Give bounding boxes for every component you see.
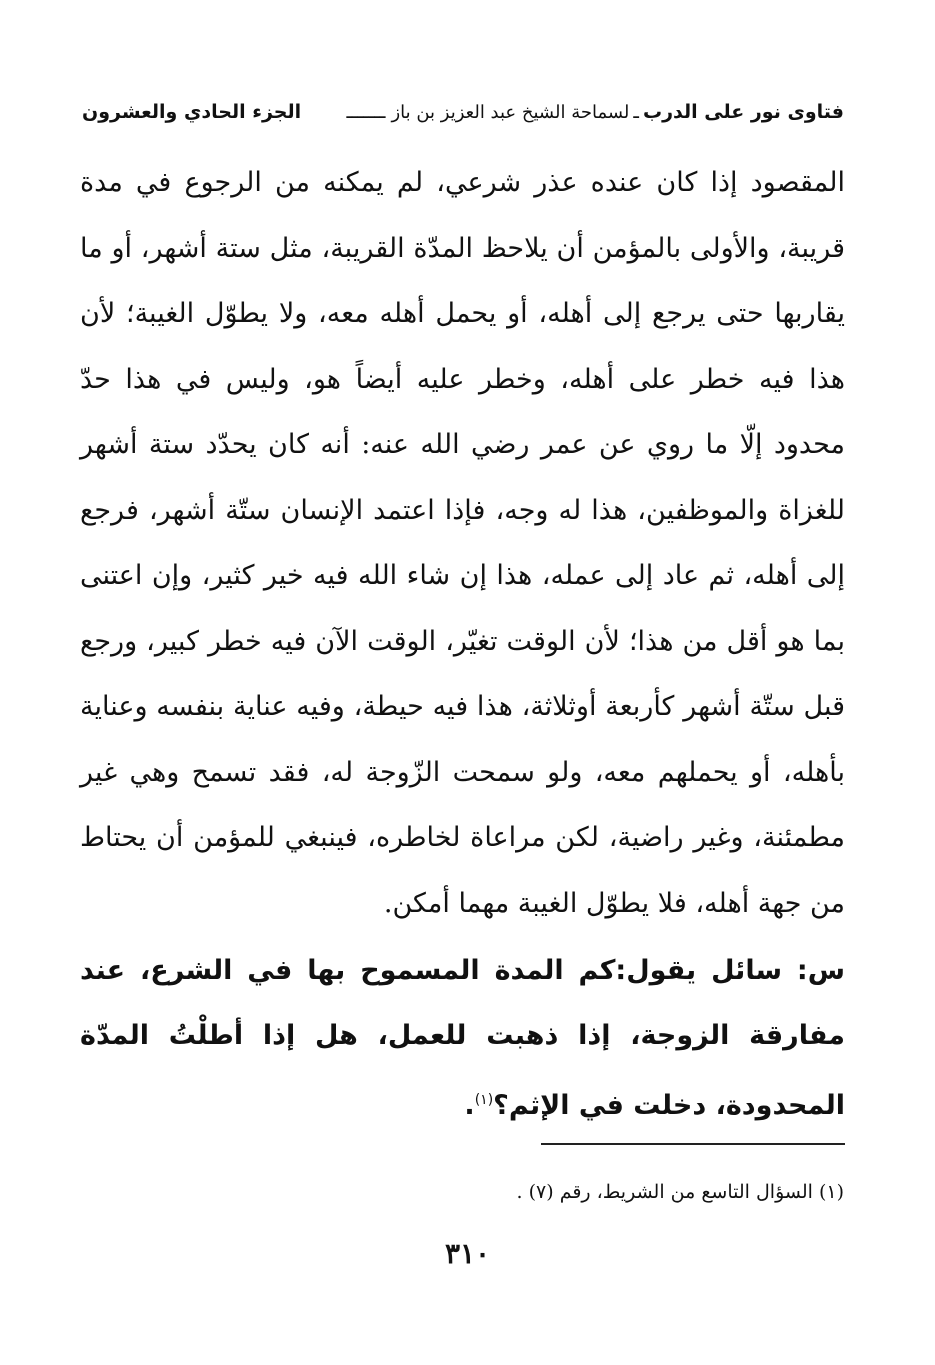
running-header [82,94,844,130]
page-body [80,150,845,1138]
volume-title: الجزء الحادي والعشرون [82,101,302,123]
header-dash: ـ [633,101,639,123]
footnote-marker: (١) [474,1092,494,1108]
page-number: ٣١٠ [444,1237,491,1270]
footnote: (١) السؤال التاسع من الشريط، رقم (٧) . [516,1181,844,1203]
book-title: فتاوى نور على الدرب [643,101,844,123]
footnote-separator [541,1143,845,1145]
header-author: لسماحة الشيخ عبد العزيز بن باز [391,101,630,123]
question-text: س: سائل يقول:كم المدة المسموح بها في الشرع، عند مفارقة الزوجة، إذا ذهبت للعمل، هل إذا أطلْتُ المدّة المحدودة، دخلت في الإثم؟ [80,955,845,1121]
question-paragraph [80,938,845,1138]
header-long-dash: ـــــــ [346,101,386,123]
question-end: . [464,1090,475,1121]
answer-paragraph: المقصود إذا كان عنده عذر شرعي، لم يمكنه من الرجوع في مدة قريبة، والأولى بالمؤمن أن يلاحظ المدّة القريبة، مثل ستة أشهر، أو ما يقاربها حتى يرجع إلى أهله، أو يحمل أهله معه، ولا يطوّل الغيبة؛ لأن هذا فيه خطر على أهله، وخطر عليه أيضاً هو، وليس في هذا حدّ محدود إلّا ما روي عن عمر رضي الله عنه: أنه كان يحدّد ستة أشهر للغزاة والموظفين، هذا له وجه، فإذا اعتمد الإنسان ستّة أشهر، فرجع إلى أهله، ثم عاد إلى عمله، هذا إن شاء الله فيه خير كثير، وإن اعتنى بما هو أقل من هذا؛ لأن الوقت تغيّر، الوقت الآن فيه خطر كبير، ورجع قبل ستّة أشهر كأربعة أوثلاثة، هذا فيه حيطة، وفيه عناية بنفسه وعناية بأهله، أو يحملهم معه، ولو سمحت الزّوجة له، فقد تسمح وهي غير مطمئنة، وغير راضية، لكن مراعاة لخاطره، فينبغي للمؤمن أن يحتاط من جهة أهله، فلا يطوّل الغيبة مهما أمكن. [80,167,845,919]
